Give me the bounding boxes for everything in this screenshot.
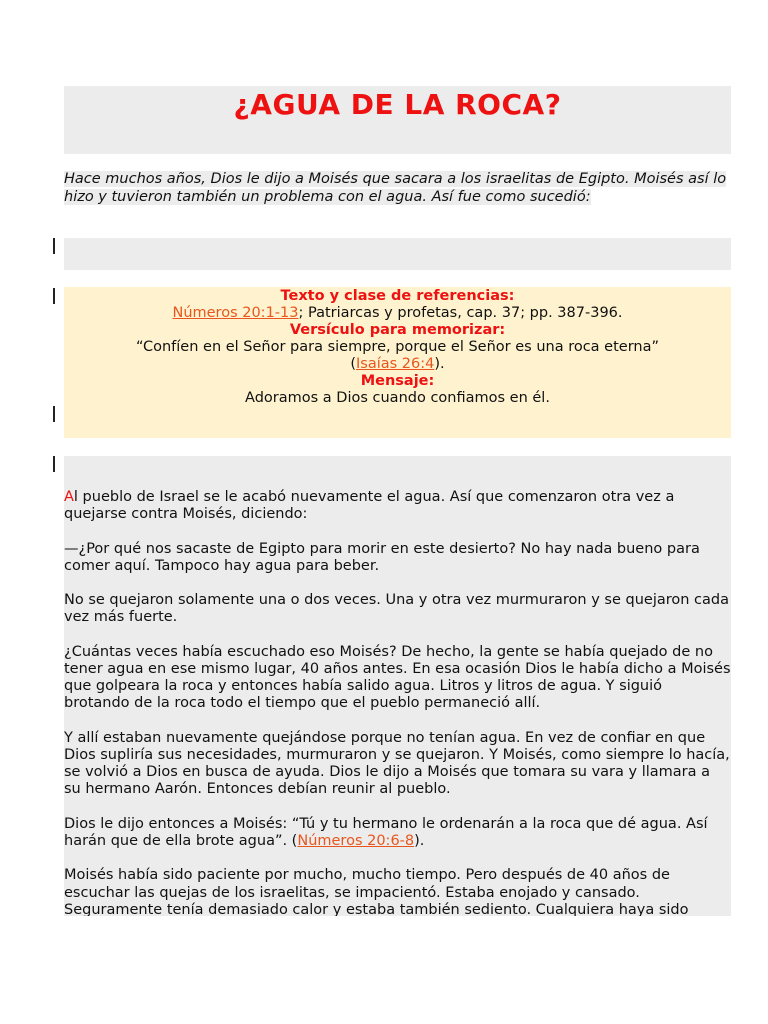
story-paragraph: ¿Cuántas veces había escuchado eso Moisés? De hecho, la gente se había quejado de no tener agua en ese mismo lugar, 40 años antes. En esa ocasión Dios le había dicho a Moisés que golpeara la roca y entonces había salido agua. Litros y litros de agua. Y siguió brotando de la roca todo el tiempo que el pueblo permaneció allí. [64, 643, 731, 712]
story-text: Dios le dijo entonces a Moisés: “Tú y tu hermano le ordenarán a la roca que dé agua. Así harán que de ella brote agua”. ( [64, 815, 708, 849]
memory-verse-text: “Confíen en el Señor para siempre, porque el Señor es una roca eterna” [135, 339, 659, 355]
drop-cap-letter: A [64, 489, 74, 505]
story-text: l pueblo de Israel se le acabó nuevamente el agua. Así que comenzaron otra vez a quejarse contra Moisés, diciendo: [64, 489, 675, 523]
story-paragraph: —¿Por qué nos sacaste de Egipto para morir en este desierto? No hay nada bueno para comer aquí. Tampoco hay agua para beber. [64, 540, 700, 574]
references-heading: Texto y clase de referencias: [280, 288, 515, 304]
story-paragraph [64, 489, 731, 523]
paren-open: ( [350, 356, 357, 372]
text-cursor-mark [53, 456, 55, 472]
story-body [64, 456, 731, 916]
references-box [64, 287, 731, 438]
story-paragraph: Y allí estaban nuevamente quejándose porque no tenían agua. En vez de confiar en que Dios supliría sus necesidades, murmuraron y se quejaron. Y Moisés, como siempre lo hacía, se volvió a Dios en busca de ayuda. Dios le dijo a Moisés que tomara su vara y llamara a su hermano Aarón. Entonces debían reunir al pueblo. [64, 729, 730, 798]
references-line [64, 305, 731, 322]
text-cursor-mark [53, 406, 55, 422]
reference-link-numeros[interactable]: Números 20:1-13 [172, 305, 299, 321]
reference-link-numeros-6-8[interactable]: Números 20:6-8 [297, 832, 415, 849]
memory-verse-heading: Versículo para memorizar: [289, 322, 506, 338]
story-text: ). [414, 832, 425, 849]
reference-rest: ; Patriarcas y profetas, cap. 37; pp. 387-396. [298, 305, 623, 321]
story-paragraph: No se quejaron solamente una o dos veces. Una y otra vez murmuraron y se quejaron cada vez más fuerte. [64, 592, 729, 626]
paren-close: ). [434, 356, 445, 372]
gray-spacer-band [64, 238, 731, 270]
story-paragraph: Moisés había sido paciente por mucho, mucho tiempo. Pero después de 40 años de escuchar las quejas de los israelitas, se impacientó. Estaba enojado y cansado. Seguramente tenía demasiado calor y estaba también sediento. Cualquiera haya sido [64, 867, 689, 916]
page-title: ¿AGUA DE LA ROCA? [233, 88, 562, 121]
text-cursor-mark [53, 238, 55, 254]
story-paragraph [64, 816, 731, 850]
intro-text: Hace muchos años, Dios le dijo a Moisés que sacara a los israelitas de Egipto. Moisés así lo hizo y tuvieron también un problema con el agua. Así fue como sucedió: [64, 171, 727, 205]
message-heading: Mensaje: [360, 373, 435, 389]
reference-link-isaias[interactable]: Isaías 26:4 [356, 356, 435, 372]
title-band [64, 86, 731, 154]
text-cursor-mark [53, 288, 55, 304]
message-text: Adoramos a Dios cuando confiamos en él. [245, 390, 550, 406]
intro-paragraph [64, 171, 731, 206]
memory-verse-citation [64, 356, 731, 373]
